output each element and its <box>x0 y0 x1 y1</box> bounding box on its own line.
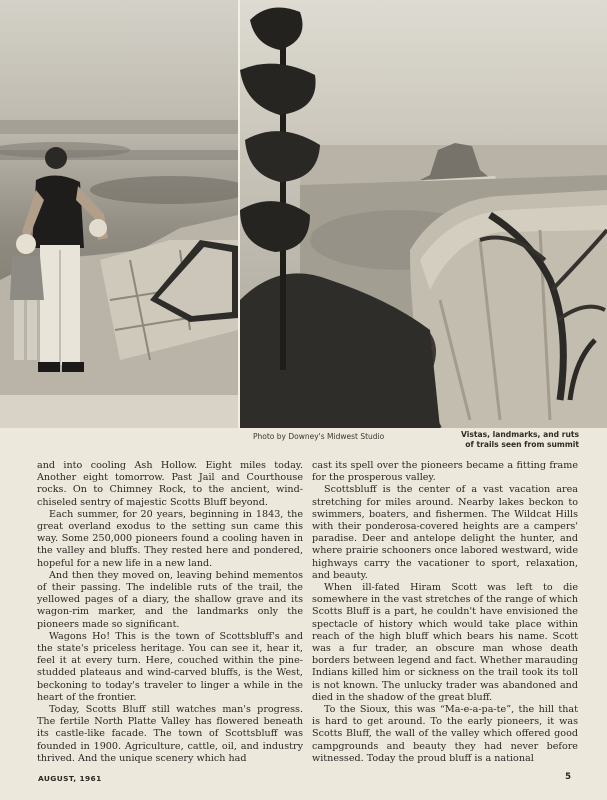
photo-family-overlook-image <box>0 0 238 428</box>
caption-line-1: Vistas, landmarks, and ruts <box>460 430 579 439</box>
article-column-left <box>37 460 303 765</box>
paragraph: Wagons Ho! This is the town of Scottsbluff's and the state's priceless heritage. You can see it, hear it, feel it at every turn. Here, couched within the pine-studded plateaus and wind-carved bluffs, is the West, beckoning to today's traveler to linger a while in the heart of the frontier. <box>37 630 303 703</box>
paragraph: cast its spell over the pioneers became a fitting frame for the prosperous valley. <box>312 460 578 484</box>
paragraph: And then they moved on, leaving behind mementos of their passing. The indelible ruts of the trail, the yellowed pages of a diary, the shallow grave and its wagon-rim marker, and the landmarks only the pioneers made so significant. <box>37 569 303 630</box>
photo-family-overlook <box>0 0 238 428</box>
photo-credit: Photo by Downey's Midwest Studio <box>253 432 385 441</box>
photo-summit-vista <box>240 0 607 428</box>
issue-date: AUGUST, 1961 <box>38 774 102 783</box>
caption-line-2: of trails seen from summit <box>465 440 579 449</box>
paragraph: To the Sioux, this was “Ma-e-a-pa-te”, the hill that is hard to get around. To the early pioneers, it was Scotts Bluff, the wall of the valley which offered good campgrounds and beauty they had never before witnessed. Today the proud bluff is a national <box>312 704 578 764</box>
paragraph: Each summer, for 20 years, beginning in 1843, the great overland exodus to the setting sun came this way. Some 250,000 pioneers found a cooling haven in the valley and bluffs. They rested here and pondered, hopeful for a new life in a new land. <box>37 508 303 569</box>
photo-summit-vista-image <box>240 0 607 428</box>
page-number: 5 <box>565 772 571 782</box>
paragraph: Today, Scotts Bluff still watches man's progress. The fertile North Platte Valley has flowered beneath its castle-like facade. The town of Scottsbluff was founded in 1900. Agriculture, cattle, oil, and industry thrived. And the unique scenery which had <box>37 704 303 764</box>
photo-caption <box>409 430 579 450</box>
paragraph: When ill-fated Hiram Scott was left to die somewhere in the vast stretches of the range of which Scotts Bluff is a part, he couldn't have envisioned the spectacle of history which would take place within reach of the high bluff which bears his name. Scott was a fur trader, an obscure man whose death borders between legend and fact. Whether marauding Indians killed him or sickness on the trail took its toll is not known. The unlucky trader was abandoned and died in the shadow of the great bluff. <box>312 582 578 703</box>
article-column-right <box>312 460 578 765</box>
paragraph: Scottsbluff is the center of a vast vacation area stretching for miles around. Nearby lakes beckon to swimmers, boaters, and fishermen. The Wildcat Hills with their ponderosa-covered heights are a campers' paradise. Deer and antelope delight the hunter, and where prairie schooners once labored westward, wide highways carry the vacationer to sport, relaxation, and beauty. <box>312 484 578 581</box>
paragraph: and into cooling Ash Hollow. Eight miles today. Another eight tomorrow. Past Jail and Courthouse rocks. On to Chimney Rock, to the ancient, wind-chiseled sentry of majestic Scotts Bluff beyond. <box>37 460 303 508</box>
